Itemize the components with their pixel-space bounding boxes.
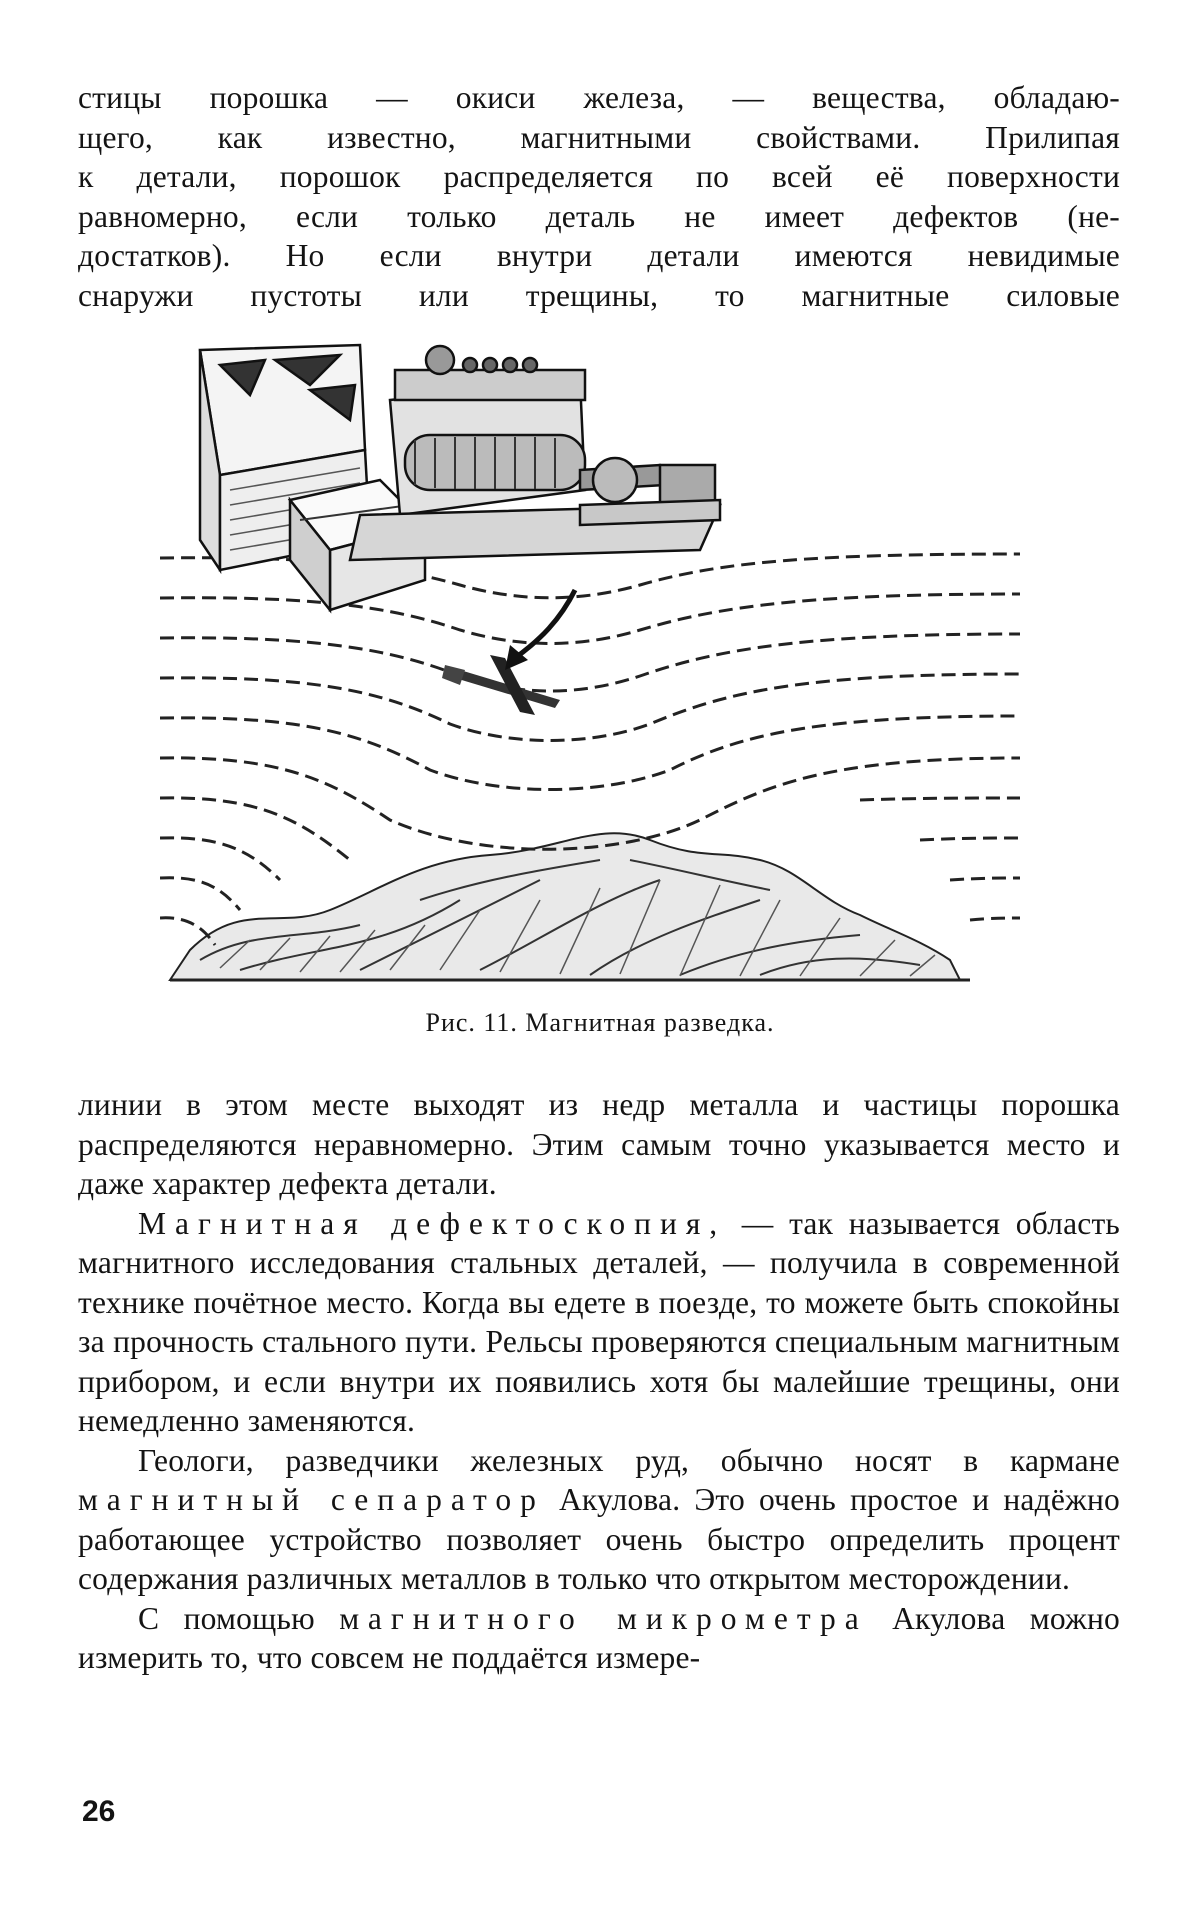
term-magnetic-defectoscopy: Магнитная дефектоскопия, [138, 1205, 727, 1241]
top-paragraph-line-1: стицы порошка — окиси железа, — вещества, обладаю- [78, 80, 1120, 115]
paragraph-micrometer-start: С помощью [138, 1600, 340, 1636]
top-paragraph-line-4: равномерно, если только деталь не имеет дефектов (не- [78, 198, 1120, 234]
paragraph-micrometer-end: Акулова можно измерить то, что совсем не поддаётся измере- [78, 1600, 1121, 1675]
top-paragraph-line-2: щего, как известно, магнитными свойствами. Прилипая [78, 119, 1120, 155]
top-paragraph [78, 78, 1120, 315]
ground-terrain [170, 833, 970, 980]
top-paragraph-line-3: к детали, порошок распределяется по всей её поверхности [78, 159, 1120, 194]
term-magnetic-separator: магнитный сепаратор [78, 1482, 545, 1517]
page-number: 26 [82, 1795, 116, 1828]
survey-aircraft [442, 655, 560, 715]
paragraph-geologists [78, 1441, 1120, 1599]
paragraph-geologists-end: Акулова. Это очень простое и надёжно работающее устройство позволяет очень быстро определить процент содержания различных металлов в только что открытом месторождении. [78, 1482, 1120, 1596]
paragraph-defectoscopy [78, 1204, 1120, 1441]
paragraph-defect-lines: линии в этом месте выходят из недр металла и частицы порошка распределяются неравномерно. Этим самым точно указывается место и даже характер дефекта детали. [78, 1087, 1120, 1201]
pointer-arrow [505, 590, 575, 670]
magnetic-survey-illustration [160, 340, 1040, 990]
paragraph-defectoscopy-text: — так называется область магнитного исследования стальных деталей, — получила в современной технике почётное место. Когда вы едете в поезде, то можете быть спокойны за прочность стального пути. Рельсы проверяются специальным магнитным прибором, и если внутри их появились хотя бы малейшие трещины, они немедленно заменяются. [78, 1205, 1120, 1438]
figure-caption: Рис. 11. Магнитная разведка. [425, 1008, 775, 1037]
term-magnetic-micrometer: магнитного микрометра [339, 1600, 868, 1636]
top-paragraph-line-6: снаружи пустоты или трещины, то магнитные силовые [78, 277, 1120, 313]
bottom-text [78, 1085, 1120, 1678]
top-paragraph-line-5: достатков). Но если внутри детали имеются невидимые [78, 238, 1120, 273]
paragraph-micrometer [78, 1599, 1120, 1678]
magnetometer-apparatus [200, 345, 720, 610]
paragraph-geologists-start: Геологи, разведчики железных руд, обычно носят в кармане [138, 1442, 1120, 1478]
